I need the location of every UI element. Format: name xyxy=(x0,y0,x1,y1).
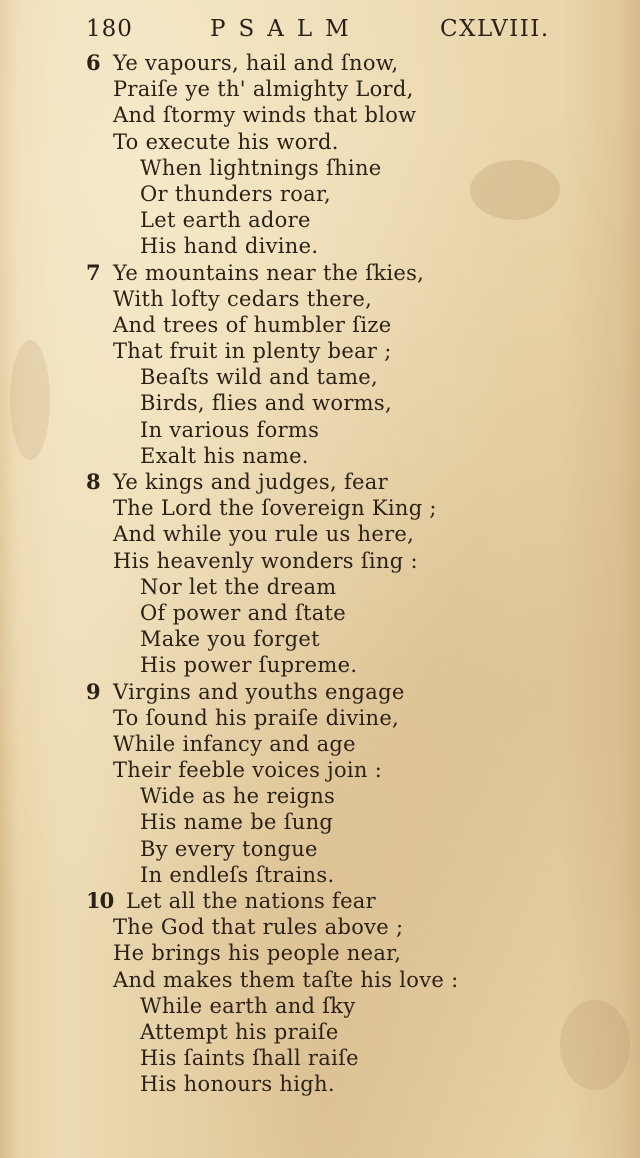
psalm-text xyxy=(0,50,640,1098)
verse-line xyxy=(0,967,640,993)
verse-line xyxy=(0,705,640,731)
verse-text: In endleſs ſtrains. xyxy=(140,862,335,887)
verse-line xyxy=(0,993,640,1019)
verse-text: That fruit in plenty bear ; xyxy=(113,339,392,364)
verse-text: Let earth adore xyxy=(140,208,311,233)
verse-line xyxy=(0,600,640,626)
verse-line xyxy=(0,495,640,521)
running-head: PSALM xyxy=(210,16,362,42)
verse-line xyxy=(0,574,640,600)
verse-text: Ye kings and judges, fear xyxy=(113,470,388,494)
verse-text: And makes them taſte his love : xyxy=(113,967,459,992)
verse-text: Ye mountains near the ſkies, xyxy=(113,260,425,285)
stanza-number: 7 xyxy=(86,259,101,285)
verse-line xyxy=(0,50,640,76)
verse-text: Virgins and youths engage xyxy=(113,679,405,704)
verse-line xyxy=(0,260,640,286)
verse-text: Exalt his name. xyxy=(140,443,309,468)
verse-line xyxy=(0,390,640,416)
verse-text: The God that rules above ; xyxy=(113,915,404,940)
verse-line xyxy=(0,626,640,652)
verse-line xyxy=(0,783,640,809)
verse-text: Their feeble voices join : xyxy=(113,758,383,783)
verse-text: While infancy and age xyxy=(113,731,356,756)
verse-line xyxy=(0,417,640,443)
verse-line xyxy=(0,809,640,835)
verse-text: To ſound his praiſe divine, xyxy=(113,705,400,730)
verse-line xyxy=(0,1071,640,1097)
verse-text: And ſtormy winds that blow xyxy=(113,103,417,128)
verse-line xyxy=(0,731,640,757)
verse-line xyxy=(0,521,640,547)
stanza-number: 8 xyxy=(86,469,101,494)
stanza-number: 6 xyxy=(86,50,101,75)
verse-text: His power ſupreme. xyxy=(140,653,358,678)
verse-text: Ye vapours, hail and ſnow, xyxy=(113,51,399,75)
verse-text: Birds, flies and worms, xyxy=(140,391,392,416)
verse-text: Or thunders roar, xyxy=(140,181,332,206)
stanza-8 xyxy=(0,469,640,679)
verse-line xyxy=(0,312,640,338)
verse-line xyxy=(0,940,640,966)
verse-text: His name be ſung xyxy=(140,810,334,835)
stanza-number: 9 xyxy=(86,678,101,704)
verse-line xyxy=(0,207,640,233)
verse-text: His ſaints ſhall raiſe xyxy=(140,1046,359,1071)
verse-line xyxy=(0,1019,640,1045)
verse-line xyxy=(0,548,640,574)
page-number: 180 xyxy=(86,16,133,42)
verse-text: By every tongue xyxy=(140,836,318,861)
verse-line xyxy=(0,155,640,181)
verse-text: To execute his word. xyxy=(113,129,339,154)
verse-line xyxy=(0,286,640,312)
verse-text: In various forms xyxy=(140,417,320,442)
verse-line xyxy=(0,76,640,102)
verse-text: The Lord the ſovereign King ; xyxy=(113,496,437,521)
verse-line xyxy=(0,129,640,155)
verse-text: His hand divine. xyxy=(140,234,319,259)
stanza-number: 10 xyxy=(86,888,114,913)
verse-text: When lightnings ſhine xyxy=(140,155,382,180)
verse-line xyxy=(0,443,640,469)
verse-text: Wide as he reigns xyxy=(140,784,336,809)
verse-text: Praiſe ye th' almighty Lord, xyxy=(113,77,414,102)
verse-text: Make you forget xyxy=(140,627,320,652)
page-header xyxy=(0,14,640,48)
stanza-10 xyxy=(0,888,640,1098)
stanza-9 xyxy=(0,679,640,889)
verse-text: His honours high. xyxy=(140,1072,335,1097)
verse-line xyxy=(0,679,640,705)
verse-line xyxy=(0,652,640,678)
verse-text: And trees of humbler ſize xyxy=(113,312,392,337)
verse-text: His heavenly wonders ſing : xyxy=(113,548,418,573)
verse-line xyxy=(0,102,640,128)
verse-text: Of power and ſtate xyxy=(140,600,347,625)
verse-line xyxy=(0,862,640,888)
psalm-number: CXLVIII. xyxy=(440,16,550,42)
verse-text: Nor let the dream xyxy=(140,574,337,599)
verse-line xyxy=(0,364,640,390)
verse-text: While earth and ſky xyxy=(140,993,356,1018)
verse-text: Beaſts wild and tame, xyxy=(140,365,379,390)
verse-line xyxy=(0,338,640,364)
verse-line xyxy=(0,233,640,259)
stanza-7 xyxy=(0,260,640,470)
verse-line xyxy=(0,757,640,783)
verse-line xyxy=(0,888,640,914)
stanza-6 xyxy=(0,50,640,260)
verse-line xyxy=(0,914,640,940)
verse-line xyxy=(0,469,640,495)
verse-text: And while you rule us here, xyxy=(113,522,415,547)
verse-text: Attempt his praiſe xyxy=(140,1019,339,1044)
verse-text: Let all the nations fear xyxy=(126,889,376,913)
verse-line xyxy=(0,181,640,207)
verse-line xyxy=(0,1045,640,1071)
verse-text: With lofty cedars there, xyxy=(113,286,373,311)
verse-line xyxy=(0,836,640,862)
verse-text: He brings his people near, xyxy=(113,941,402,966)
